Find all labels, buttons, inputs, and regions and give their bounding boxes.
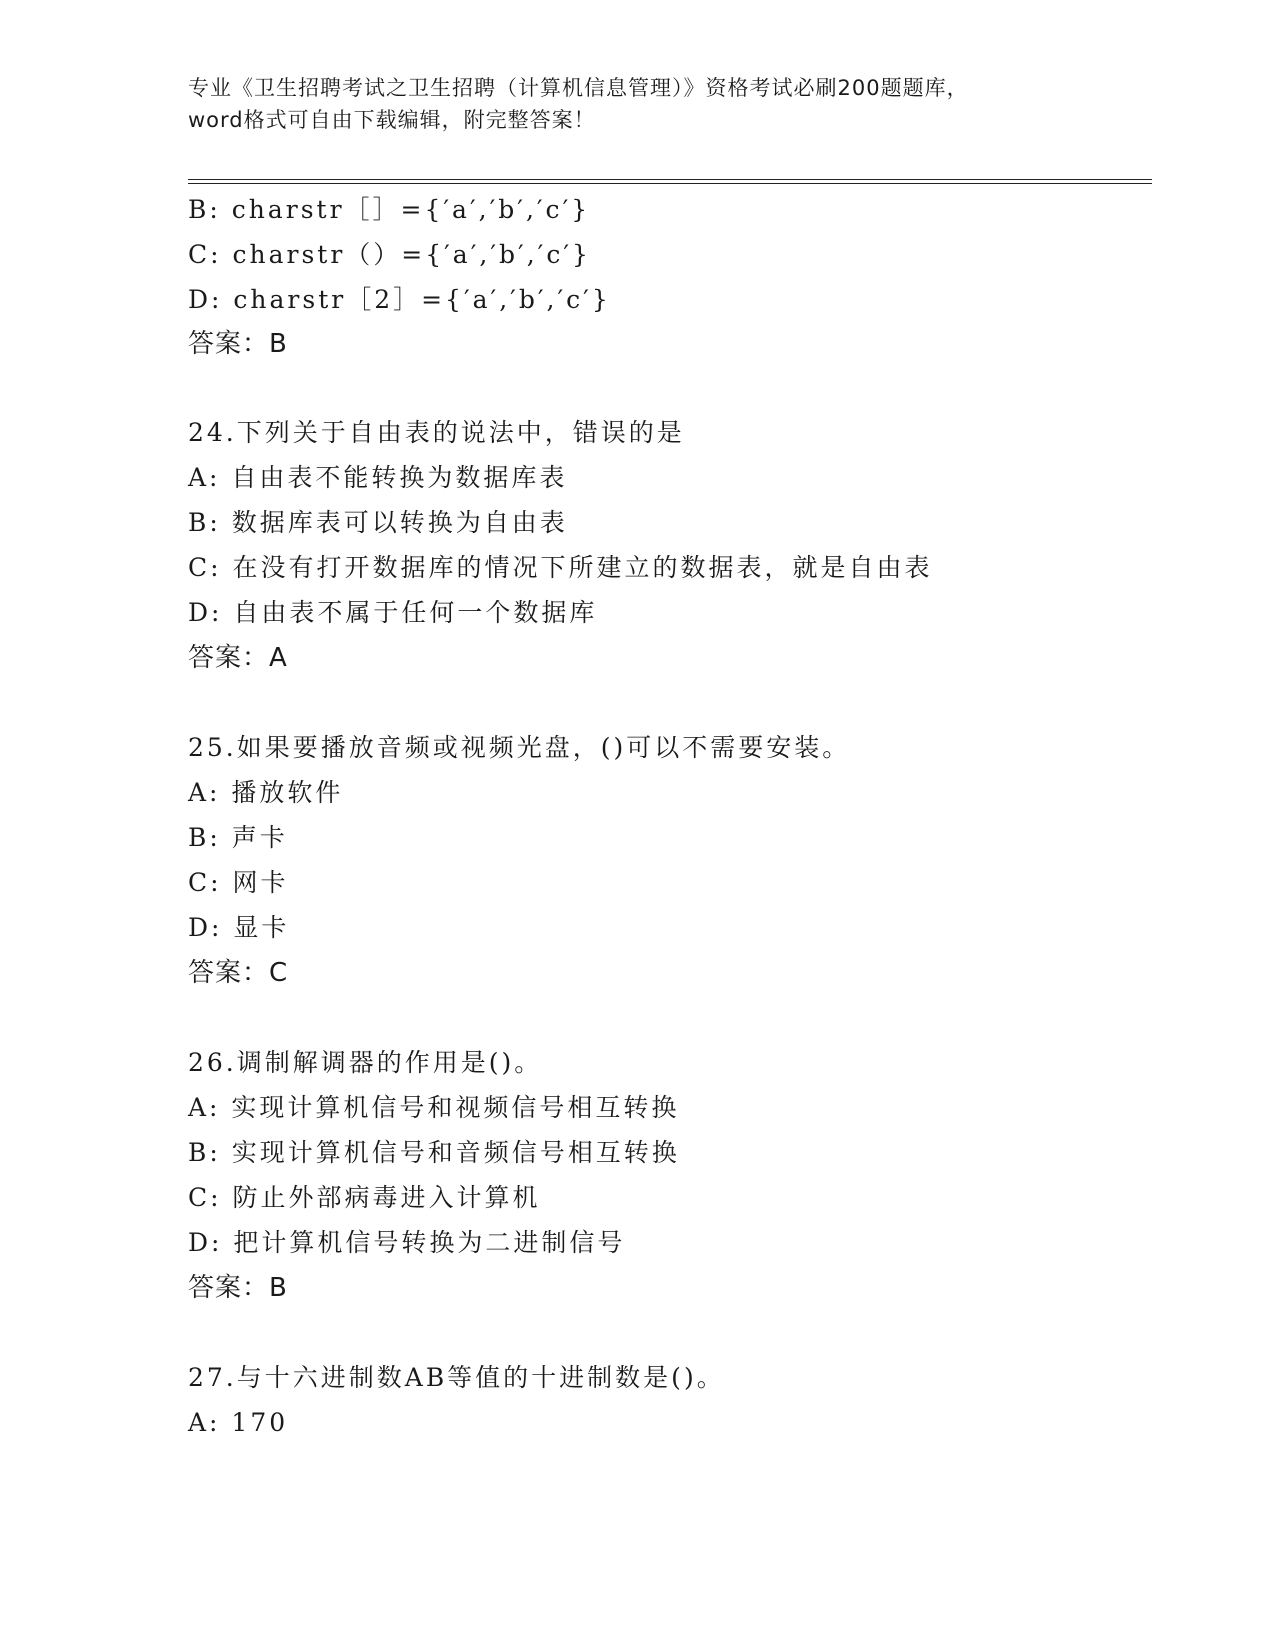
question-line: 26.调制解调器的作用是()。 xyxy=(188,1048,543,1077)
answer-line: 答案：A xyxy=(188,643,288,673)
option-line: D: 显卡 xyxy=(188,913,290,942)
answer-line: 答案：B xyxy=(188,329,288,359)
option-line: C: charstr（）={′a′,′b′,′c′} xyxy=(188,240,591,269)
answer-line: 答案：C xyxy=(188,958,289,988)
option-line: B: 数据库表可以转换为自由表 xyxy=(188,508,568,537)
option-line: C: 在没有打开数据库的情况下所建立的数据表，就是自由表 xyxy=(188,553,933,582)
option-line: C: 网卡 xyxy=(188,868,289,897)
header-divider-bottom xyxy=(188,183,1152,184)
option-line: B: 实现计算机信号和音频信号相互转换 xyxy=(188,1138,680,1167)
option-line: C: 防止外部病毒进入计算机 xyxy=(188,1183,541,1212)
option-line: A: 自由表不能转换为数据库表 xyxy=(188,463,568,492)
option-line: A: 播放软件 xyxy=(188,778,344,807)
question-line: 24.下列关于自由表的说法中，错误的是 xyxy=(188,418,685,447)
question-line: 25.如果要播放音频或视频光盘，()可以不需要安装。 xyxy=(188,733,851,762)
option-line: D: 把计算机信号转换为二进制信号 xyxy=(188,1228,626,1257)
option-line: A: 实现计算机信号和视频信号相互转换 xyxy=(188,1093,680,1122)
option-line: A: 170 xyxy=(188,1408,289,1437)
header-divider-top xyxy=(188,179,1152,180)
option-line: D: 自由表不属于任何一个数据库 xyxy=(188,598,598,627)
option-line: B: charstr［］={′a′,′b′,′c′} xyxy=(188,195,591,224)
document-header xyxy=(188,72,1088,136)
header-line-2: word格式可自由下载编辑，附完整答案！ xyxy=(188,108,596,132)
option-line: B: 声卡 xyxy=(188,823,288,852)
option-line: D: charstr［2］={′a′,′b′,′c′} xyxy=(188,285,611,314)
header-line-1: 专业《卫生招聘考试之卫生招聘（计算机信息管理）》资格考试必刷200题题库， xyxy=(188,76,969,100)
answer-line: 答案：B xyxy=(188,1273,288,1303)
question-line: 27.与十六进制数AB等值的十进制数是()。 xyxy=(188,1363,725,1392)
